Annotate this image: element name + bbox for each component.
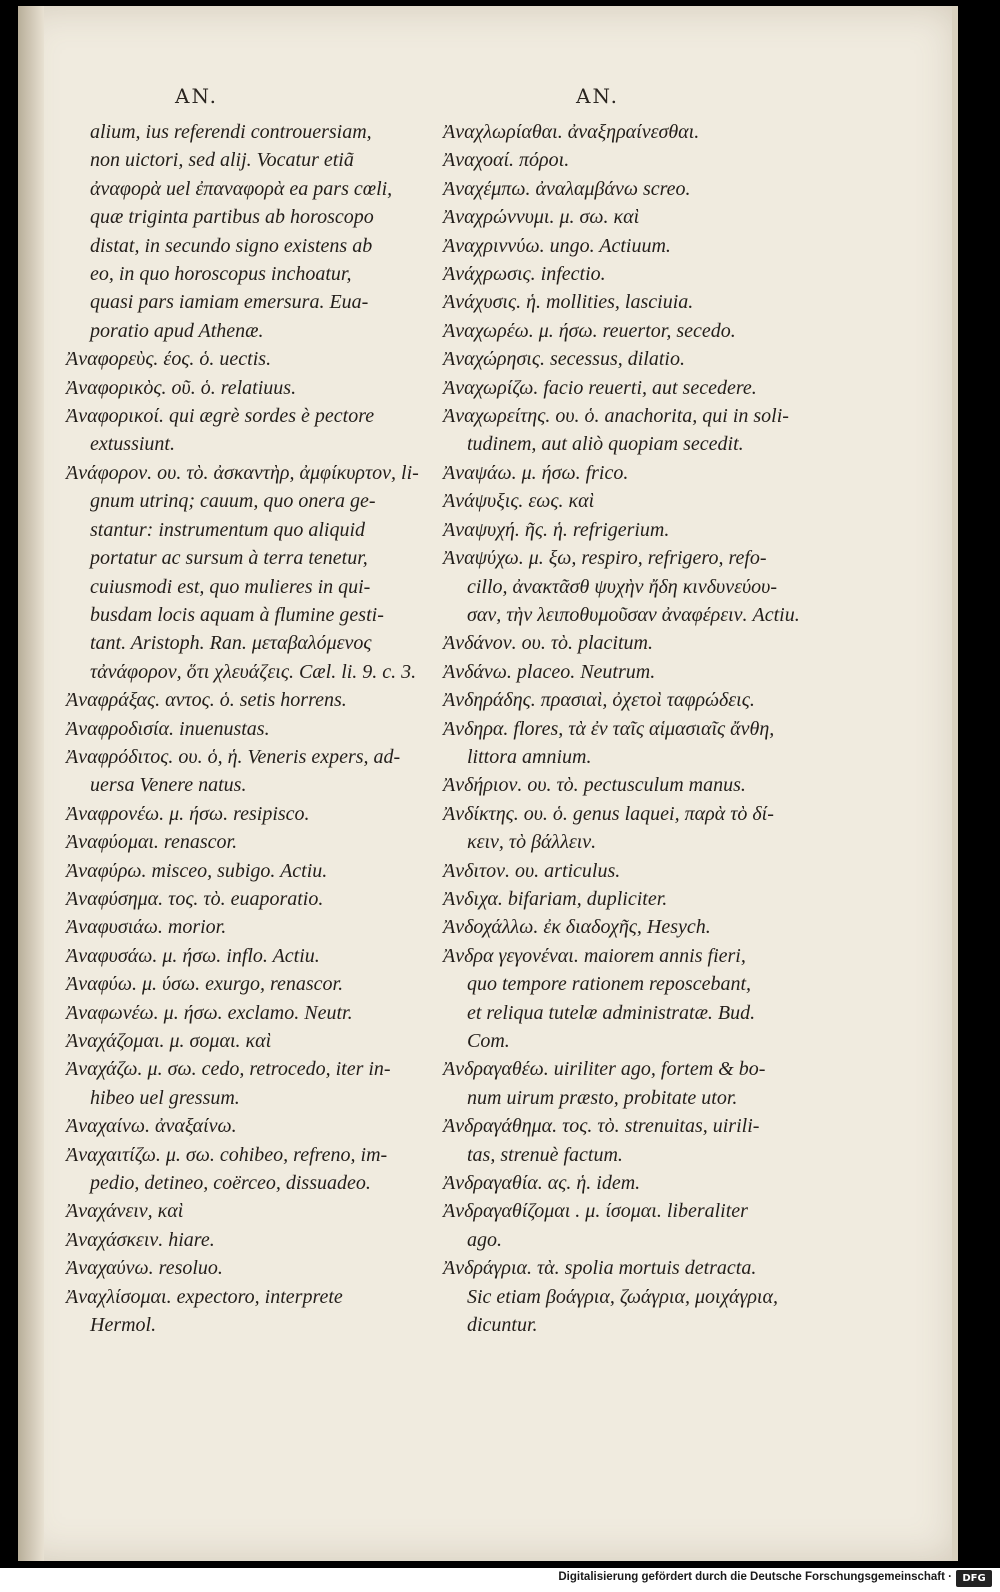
dictionary-line: Ἀνδραγαθίζομαι . μ. ίσομαι. liberaliter [443,1200,748,1223]
dictionary-line: ago. [467,1228,502,1251]
dictionary-line: tas, strenuè factum. [467,1143,623,1166]
dictionary-line: Ἀνδάνον. ου. τὸ. placitum. [443,632,653,655]
dictionary-line: eo, in quo horoscopus inchoatur, [90,263,352,286]
dictionary-line: Ἀναχαίνω. ἀναξαίνω. [66,1115,237,1138]
dictionary-line: portatur ac sursum à terra tenetur, [90,547,368,570]
dictionary-line: Ἀναχάζω. μ. σω. cedo, retrocedo, iter in- [66,1058,391,1081]
dictionary-line: Ἀνάχυσις. ἡ. mollities, lasciuia. [443,291,694,314]
dictionary-line: Ἀναχριννύω. ungo. Actiuum. [443,234,671,257]
dictionary-line: Ἀναχρώννυμι. μ. σω. καὶ [443,206,640,229]
dictionary-line: quæ triginta partibus ab horoscopo [90,206,374,229]
dictionary-line: littora amnium. [467,745,592,768]
dictionary-line: cuiusmodi est, quo mulieres in qui- [90,575,371,598]
dictionary-line: Ἀνδάνω. placeo. Neutrum. [443,660,656,683]
dictionary-line: pedio, detineo, coërceo, dissuadeo. [90,1172,371,1195]
dictionary-line: Com. [467,1030,510,1052]
dictionary-line: uersa Venere natus. [90,774,247,797]
dictionary-line: Ἀναχοαί. πόροι. [443,149,570,172]
dictionary-line: quo tempore rationem reposcebant, [467,973,752,996]
funding-credit: Digitalisierung gefördert durch die Deutsche Forschungsgemeinschaft · [558,1571,952,1583]
dictionary-line: Ἀναφορικὸς. οῦ. ὁ. relatiuus. [66,376,297,399]
dictionary-line: Ἀναχέμπω. ἀναλαμβάνω screo. [443,177,691,200]
left-column [66,118,419,1339]
dictionary-line: Ἀναφρονέω. μ. ήσω. resipisco. [66,802,310,825]
dictionary-line: Ἀναψυχή. ῆς. ἡ. refrigerium. [443,518,670,541]
right-column [443,118,800,1339]
dictionary-line: Ἀναφυσιάω. morior. [66,916,227,939]
dictionary-line: Ἀνδράγρια. τὰ. spolia mortuis detracta. [443,1257,757,1280]
dictionary-line: stantur: instrumentum quo aliquid [90,518,366,541]
dictionary-line: dicuntur. [467,1314,538,1337]
dictionary-line: Ἀναχωρέω. μ. ήσω. reuertor, secedo. [443,319,736,342]
dictionary-line: ἀναφορὰ uel ἐπαναφορὰ ea pars cœli, [90,177,393,200]
dictionary-line: Ἀνδραγαθέω. uiriliter ago, fortem & bo- [443,1058,766,1081]
dictionary-line: Ἀναχώρησις. secessus, dilatio. [443,348,685,371]
dictionary-line: et reliqua tutelæ administratæ. Bud. [467,1001,756,1024]
dictionary-line: Ἀνδήριον. ου. τὸ. pectusculum manus. [443,774,746,797]
dictionary-line: Ἀναφορεὺς. έος. ὁ. uectis. [66,348,272,371]
dictionary-line: Ἀνδίκτης. ου. ὁ. genus laquei, παρὰ τὸ δί- [443,802,774,825]
dictionary-line: tant. Aristoph. Ran. μεταβαλόμενος [90,632,372,655]
book-page [18,6,958,1561]
dictionary-line: busdam locis aquam à flumine gesti- [90,603,384,626]
dictionary-line: Ἀνδρα γεγονέναι. maiorem annis fieri, [443,944,746,967]
page-gutter [18,6,44,1561]
dictionary-line: non uictori, sed alij. Vocatur etiã [90,149,354,172]
dictionary-line: Ἀναφυσάω. μ. ήσω. inflo. Actiu. [66,944,320,967]
dictionary-line: Ἀναφύρω. misceo, subigo. Actiu. [66,859,328,882]
dfg-logo: DFG [956,1570,992,1587]
dictionary-line: Ἀνδηράδης. πρασιαὶ, ὀχετοὶ ταφρώδεις. [443,689,755,712]
dictionary-line: Ἀναφύω. μ. ύσω. exurgo, renascor. [66,973,344,996]
dictionary-line: Ἀναψύχω. μ. ξω, respiro, refrigero, refo- [443,547,767,570]
dictionary-line: Ἀναχάνειν, καὶ [66,1200,184,1223]
dictionary-line: Ἀναχλωρίαθαι. ἀναξηραίνεσθαι. [443,121,700,143]
page-edge [952,6,958,1561]
dictionary-line: Ἀνδιχα. bifariam, dupliciter. [443,887,668,910]
dictionary-line: Ἀναχαιτίζω. μ. σω. cohibeo, refreno, im- [66,1143,388,1166]
dictionary-line: Ἀναχαύνω. resoluo. [66,1257,223,1280]
dictionary-line: Ἀνδοχάλλω. ἐκ διαδοχῆς, Hesych. [443,916,711,939]
dictionary-line: extussiunt. [90,433,175,456]
dictionary-line: Ἀναχλίσομαι. expectoro, interprete [66,1285,343,1308]
dictionary-line: Ἀναφύσημα. τος. τὸ. euaporatio. [66,887,324,910]
dictionary-line: Ἀναφροδισία. inuenustas. [66,717,270,740]
dictionary-line: Ἀνδιτον. ου. articulus. [443,859,621,882]
dictionary-line: Ἀναχάσκειν. hiare. [66,1228,215,1251]
dictionary-line: Ἀναφρόδιτος. ου. ὁ, ἡ. Veneris expers, ad- [66,745,401,768]
dictionary-line: Hermol. [90,1314,157,1337]
dictionary-line: Ἀναφράξας. αντος. ὁ. setis horrens. [66,689,347,712]
dictionary-line: Ἀνδραγαθία. ας. ἡ. idem. [443,1172,641,1195]
footer-bar [0,1568,1000,1592]
dictionary-line: Ἀνδηρα. flores, τὰ ἐν ταῖς αἱμασιαῖς ἄνθη, [443,717,775,740]
dictionary-line: κειν, τὸ βάλλειν. [467,831,597,854]
dictionary-line: Ἀνάψυξις. εως. καὶ [443,490,595,513]
dictionary-line: Ἀνάφορον. ου. τὸ. ἀσκαντὴρ, ἀμφίκυρτον, li- [66,461,419,484]
dictionary-line: distat, in secundo signo existens ab [90,234,373,257]
dictionary-line: τἀνάφορον, ὅτι χλευάζεις. Cæl. li. 9. c. 3. [90,660,417,683]
dictionary-line: Ἀναφύομαι. renascor. [66,831,238,854]
running-head-left: AN. [175,84,219,108]
dictionary-line: Ἀναχωρείτης. ου. ὁ. anachorita, qui in soli- [443,405,789,428]
dictionary-line: Sic etiam βοάγρια, ζωάγρια, μοιχάγρια, [467,1285,778,1308]
dictionary-line: poratio apud Athenæ. [90,319,264,342]
dictionary-line: num uirum præsto, probitate utor. [467,1086,738,1109]
dictionary-line: Ἀναχάζομαι. μ. σομαι. καὶ [66,1030,272,1052]
dictionary-line: Ἀναψάω. μ. ήσω. frico. [443,461,629,484]
dictionary-line: Ἀνδραγάθημα. τος. τὸ. strenuitas, uirili- [443,1115,760,1138]
dictionary-line: alium, ius referendi controuersiam, [90,121,372,143]
running-head-right: AN. [576,84,620,108]
dictionary-line: quasi pars iamiam emersura. Eua- [90,291,369,314]
dictionary-line: cillo, ἀνακτᾶσθ ψυχὴν ἤδη κινδυνεύου- [467,575,777,598]
dictionary-line: Ἀναφορικοί. qui ægrè sordes è pectore [66,405,375,428]
dictionary-line: Ἀναφωνέω. μ. ήσω. exclamo. Neutr. [66,1001,353,1024]
dictionary-line: gnum utrinq; cauum, quo onera ge- [90,490,376,513]
dictionary-line: Ἀνάχρωσις. infectio. [443,263,606,286]
dictionary-line: hibeo uel gressum. [90,1086,240,1109]
dictionary-line: σαν, τὴν λειποθυμοῦσαν ἀναφέρειν. Actiu. [467,603,800,626]
dictionary-line: Ἀναχωρίζω. facio reuerti, aut secedere. [443,376,757,399]
dictionary-line: tudinem, aut aliò quopiam secedit. [467,433,744,456]
